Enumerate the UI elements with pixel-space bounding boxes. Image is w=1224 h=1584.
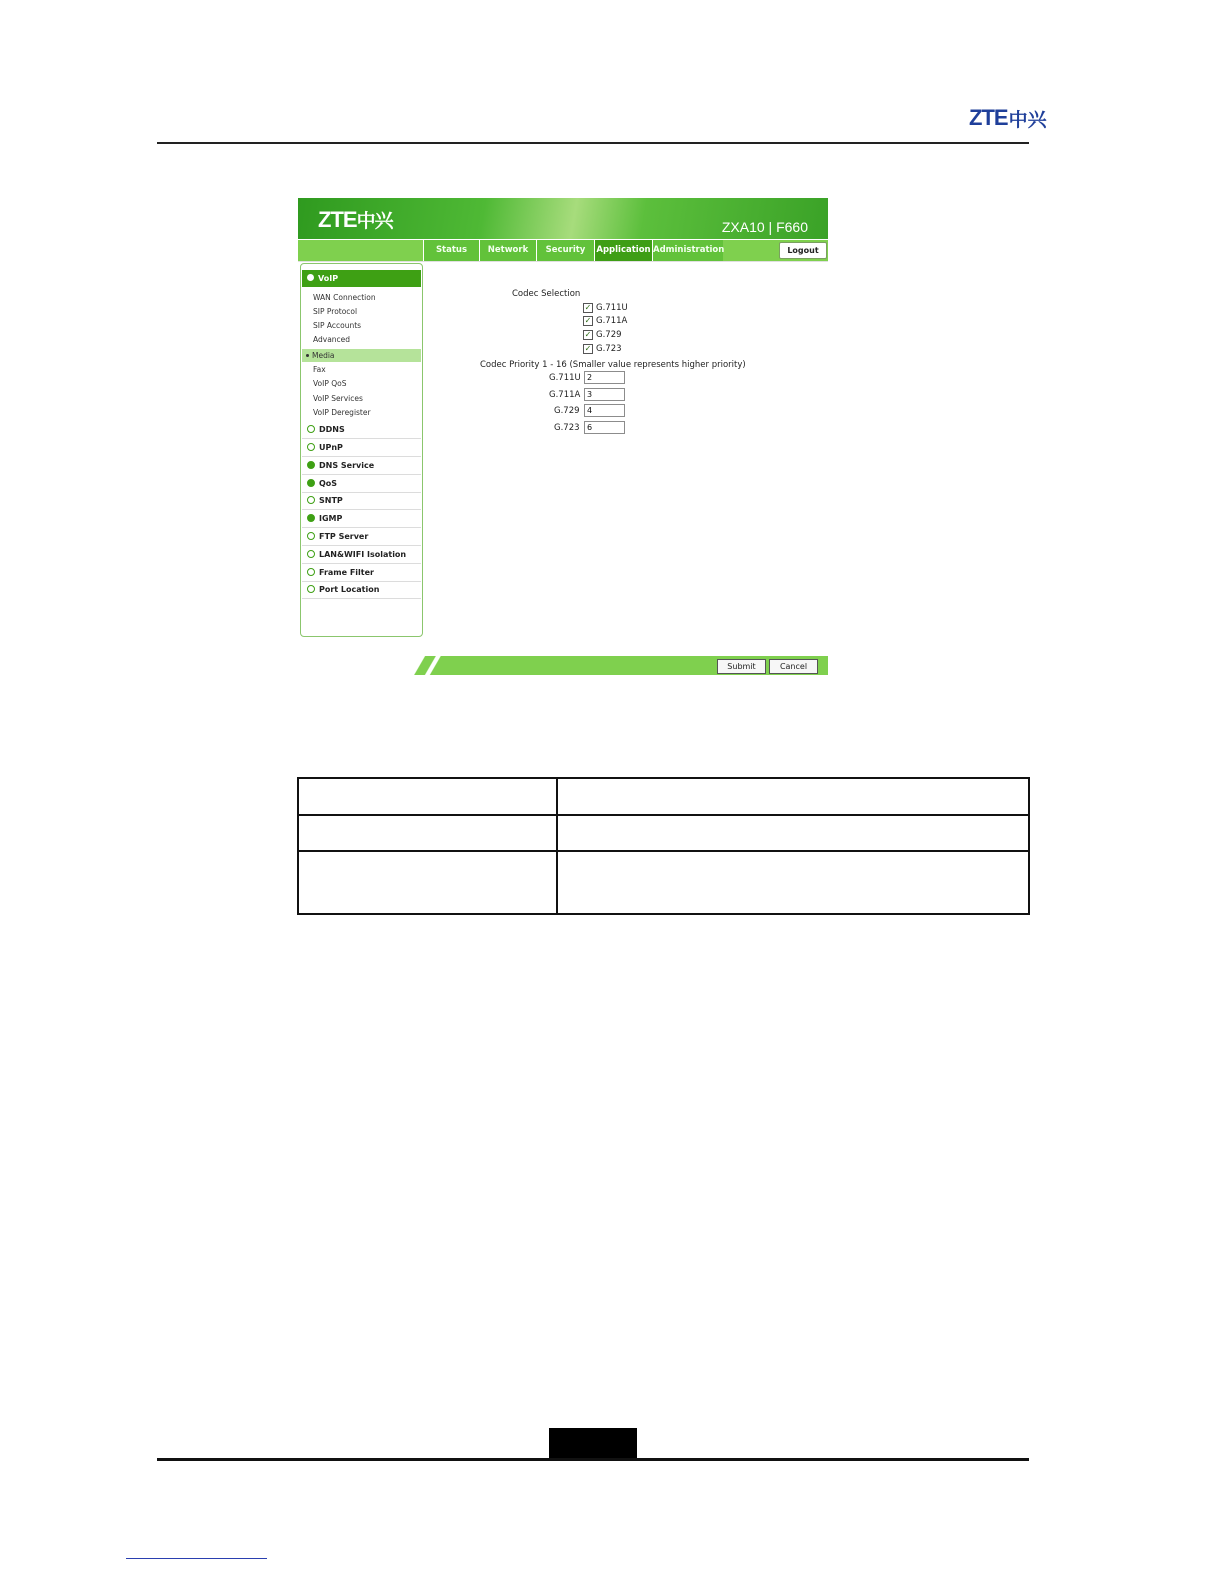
- sidebar: [300, 263, 423, 637]
- submit-button[interactable]: Submit: [717, 659, 766, 674]
- sidebar-sub-voip-deregister[interactable]: VoIP Deregister: [313, 408, 371, 417]
- expand-icon: [307, 568, 315, 576]
- bullet-icon: [306, 354, 309, 357]
- table-cell: [298, 815, 557, 851]
- tab-administration[interactable]: Administration: [652, 240, 723, 261]
- tab-security[interactable]: Security: [536, 240, 594, 261]
- codec-label-g723: G.723: [596, 344, 622, 354]
- cancel-button[interactable]: Cancel: [769, 659, 818, 674]
- sidebar-item-label: Frame Filter: [319, 568, 374, 577]
- codec-checkbox-g711a[interactable]: ✓: [584, 316, 592, 325]
- logout-button[interactable]: Logout: [779, 242, 827, 259]
- nav-left-strip: [298, 240, 422, 261]
- sidebar-sub-sip-accounts[interactable]: SIP Accounts: [313, 321, 362, 330]
- app-logo-cjk: 中兴: [356, 210, 393, 232]
- footer-stripe: [406, 656, 444, 675]
- router-screenshot: [298, 198, 828, 678]
- header-rule: [157, 142, 1029, 144]
- priority-input-g729[interactable]: 4: [584, 404, 625, 417]
- priority-label-g729: G.729: [554, 406, 580, 416]
- codec-checkbox-g711u[interactable]: ✓: [584, 303, 592, 312]
- sidebar-section-label: VoIP: [318, 274, 339, 283]
- top-nav: [298, 240, 828, 262]
- app-logo: [318, 206, 393, 233]
- footer-rule: [157, 1458, 1029, 1461]
- sidebar-item-qos[interactable]: [302, 475, 421, 493]
- product-name: ZXA10 | F660: [721, 219, 808, 235]
- sidebar-item-label: FTP Server: [319, 532, 369, 541]
- codec-checkbox-g729[interactable]: ✓: [584, 330, 592, 339]
- sidebar-item-ftp-server[interactable]: [302, 528, 421, 546]
- sidebar-item-label: DDNS: [319, 425, 345, 434]
- expand-plus-icon: [307, 514, 315, 522]
- page-logo: [969, 106, 1047, 130]
- sidebar-item-dns-service[interactable]: [302, 457, 421, 475]
- sidebar-item-upnp[interactable]: [302, 439, 421, 457]
- priority-label-g723: G.723: [554, 423, 580, 433]
- sidebar-item-port-location[interactable]: [302, 581, 421, 599]
- sidebar-item-label: QoS: [319, 479, 338, 488]
- sidebar-item-frame-filter[interactable]: [302, 564, 421, 582]
- footer-link-underline: [126, 1558, 267, 1559]
- tab-network[interactable]: Network: [479, 240, 536, 261]
- expand-icon: [307, 550, 315, 558]
- expand-plus-icon: [307, 461, 315, 469]
- page-number-box: [549, 1428, 637, 1459]
- sidebar-item-label: SNTP: [319, 496, 343, 505]
- sidebar-item-label: LAN&WIFI Isolation: [319, 550, 407, 559]
- sidebar-item-label: Port Location: [319, 585, 380, 594]
- sidebar-item-lan-wifi-isolation[interactable]: [302, 546, 421, 564]
- sidebar-item-label: UPnP: [319, 443, 343, 452]
- codec-checkbox-g723[interactable]: ✓: [584, 344, 592, 353]
- tab-status[interactable]: Status: [423, 240, 479, 261]
- table-cell: [298, 778, 557, 815]
- table-cell: [557, 815, 1029, 851]
- sidebar-item-ddns[interactable]: [302, 421, 421, 439]
- page-logo-latin: ZTE: [969, 105, 1008, 130]
- sidebar-item-igmp[interactable]: [302, 510, 421, 528]
- codec-selection-label: Codec Selection: [512, 289, 581, 299]
- expand-icon: [307, 496, 315, 504]
- expand-icon: [307, 585, 315, 593]
- page-logo-cjk: 中兴: [1008, 108, 1047, 131]
- codec-priority-label: Codec Priority 1 - 16 (Smaller value represents higher priority): [480, 360, 746, 370]
- collapse-icon: [307, 274, 314, 281]
- sidebar-sub-fax[interactable]: Fax: [313, 365, 326, 374]
- sidebar-sub-sip-protocol[interactable]: SIP Protocol: [313, 307, 358, 316]
- tab-application[interactable]: Application: [594, 240, 652, 261]
- codec-label-g711a: G.711A: [596, 316, 628, 326]
- sidebar-sub-wan-connection[interactable]: WAN Connection: [313, 293, 376, 302]
- sidebar-sub-media-label: Media: [312, 351, 335, 360]
- app-banner: [298, 198, 828, 239]
- sidebar-sub-advanced[interactable]: Advanced: [313, 335, 351, 344]
- sidebar-section-voip[interactable]: [302, 270, 421, 287]
- parameter-table: [297, 777, 1030, 915]
- sidebar-sub-voip-qos[interactable]: VoIP QoS: [313, 379, 347, 388]
- priority-input-g711u[interactable]: 2: [584, 371, 625, 384]
- expand-plus-icon: [307, 479, 315, 487]
- codec-label-g711u: G.711U: [596, 303, 628, 313]
- priority-input-g711a[interactable]: 3: [584, 388, 625, 401]
- table-cell: [557, 778, 1029, 815]
- table-cell: [557, 851, 1029, 914]
- sidebar-item-label: DNS Service: [319, 461, 375, 470]
- sidebar-sub-media[interactable]: [302, 349, 421, 362]
- expand-icon: [307, 443, 315, 451]
- sidebar-sub-voip-services[interactable]: VoIP Services: [313, 394, 363, 403]
- expand-icon: [307, 425, 315, 433]
- codec-label-g729: G.729: [596, 330, 622, 340]
- priority-input-g723[interactable]: 6: [584, 421, 625, 434]
- sidebar-item-label: IGMP: [319, 514, 343, 523]
- priority-label-g711a: G.711A: [549, 390, 581, 400]
- app-logo-latin: ZTE: [318, 207, 357, 232]
- expand-icon: [307, 532, 315, 540]
- priority-label-g711u: G.711U: [549, 373, 581, 383]
- table-cell: [298, 851, 557, 914]
- sidebar-item-sntp[interactable]: [302, 492, 421, 510]
